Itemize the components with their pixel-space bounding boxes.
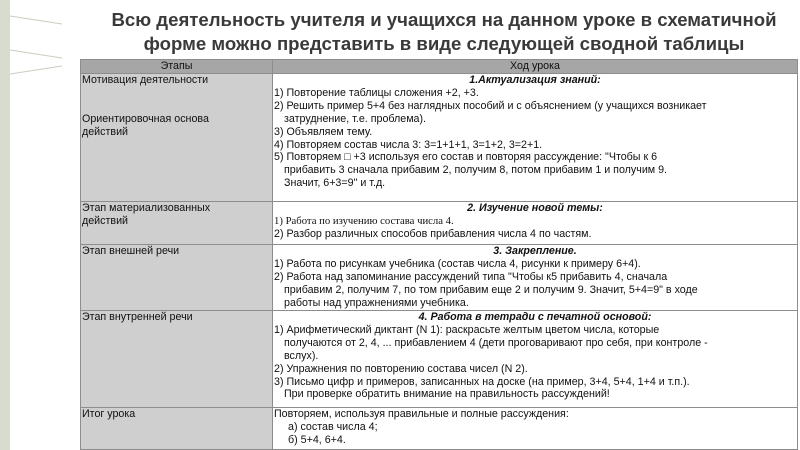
table-row bbox=[81, 74, 798, 202]
stage-label: Этап внешней речи bbox=[82, 245, 180, 257]
table-row bbox=[81, 202, 798, 245]
lesson-line: работы над упражнениями учебника. bbox=[284, 296, 469, 309]
stage-cell bbox=[81, 74, 273, 202]
table-row bbox=[81, 245, 798, 311]
lesson-cell bbox=[273, 311, 798, 408]
table-row bbox=[81, 408, 798, 450]
lesson-line: 1) Арифметический диктант (N 1): раскрасьте желтым цветом числа, которые bbox=[274, 323, 660, 336]
stage-cell bbox=[81, 408, 273, 450]
lesson-line: 3) Письмо цифр и примеров, записанных на доске (на пример, 3+4, 5+4, 1+4 и т.п.). bbox=[274, 375, 690, 388]
stage-cell bbox=[81, 245, 273, 311]
slide-title-line-1: Всю деятельность учителя и учащихся на данном уроке в схематичной bbox=[111, 9, 777, 30]
lesson-cell bbox=[273, 245, 798, 311]
summary-table bbox=[80, 59, 798, 450]
slide-title bbox=[88, 8, 800, 56]
lesson-line: 3) Объявляем тему. bbox=[274, 125, 373, 138]
lesson-line: прибавим 2, получим 7, по том прибавим еще 2 и получим 9. Значит, 5+4=9" в ходе bbox=[284, 283, 698, 296]
decorative-lines bbox=[0, 0, 80, 450]
header-stages: Этапы bbox=[81, 60, 273, 74]
lesson-line: 2) Разбор различных способов прибавления числа 4 по частям. bbox=[274, 227, 592, 240]
section-title: 4. Работа в тетради с печатной основой: bbox=[418, 311, 652, 323]
lesson-line: Значит, 6+3=9" и т.д. bbox=[284, 177, 386, 190]
lesson-line: а) состав числа 4; bbox=[288, 420, 378, 433]
lesson-line: 4) Повторяем состав числа 3: 3=1+1+1, 3=1+2, 3=2+1. bbox=[274, 138, 543, 151]
lesson-line: 1) Работа по изучению состава числа 4. bbox=[274, 214, 454, 227]
lesson-cell bbox=[273, 408, 798, 450]
stage-cell bbox=[81, 311, 273, 408]
lesson-line: Повторяем, используя правильные и полные рассуждения: bbox=[274, 408, 569, 420]
stage-cell bbox=[81, 202, 273, 245]
lesson-line: 1) Повторение таблицы сложения +2, +3. bbox=[274, 86, 479, 99]
lesson-cell bbox=[273, 202, 798, 245]
section-title: 3. Закрепление. bbox=[493, 245, 577, 257]
lesson-line: 1) Работа по рисункам учебника (состав числа 4, рисунки к примеру 6+4). bbox=[274, 257, 641, 270]
stage-label: Итог урока bbox=[82, 408, 136, 420]
lesson-line: затруднение, т.е. проблема). bbox=[284, 112, 427, 125]
spacer bbox=[82, 87, 271, 113]
lesson-line: 2) Решить пример 5+4 без наглядных пособий и с объяснением (у учащихся возникает bbox=[274, 99, 707, 112]
stage-label: Мотивация деятельности bbox=[82, 74, 209, 86]
section-title: 2. Изучение новой темы: bbox=[467, 202, 603, 214]
lesson-line: вслух). bbox=[284, 349, 319, 362]
slide-title-line-2: форме можно представить в виде следующей сводной таблицы bbox=[143, 33, 745, 54]
lesson-line: 5) Повторяем □ +3 используя его состав и повторяя рассуждение: "Чтобы к 6 bbox=[274, 151, 658, 164]
section-title: 1.Актуализация знаний: bbox=[469, 74, 601, 86]
stage-label: Этап внутренней речи bbox=[82, 311, 193, 323]
stage-label: Этап материализованных действий bbox=[82, 202, 211, 227]
header-lesson-course: Ход урока bbox=[273, 60, 798, 74]
lesson-line: получаются от 2, 4, ... прибавлением 4 (дети проговаривают про себя, при контроле - bbox=[284, 336, 708, 349]
lesson-cell bbox=[273, 74, 798, 202]
lesson-line: 2) Упражнения по повторению состава чисел (N 2). bbox=[274, 362, 528, 375]
table-header-row bbox=[81, 60, 798, 74]
stage-label: Ориентировочная основа действий bbox=[82, 112, 209, 138]
lesson-line: прибавить 3 сначала прибавим 2, получим 8, потом прибавим 1 и получим 9. bbox=[284, 164, 668, 177]
lesson-line: При проверке обратить внимание на правильность рассуждений! bbox=[284, 388, 610, 401]
lesson-line: б) 5+4, 6+4. bbox=[288, 433, 346, 446]
table-row bbox=[81, 311, 798, 408]
lesson-line: 2) Работа над запоминание рассуждений типа "Чтобы к5 прибавить 4, сначала bbox=[274, 270, 668, 283]
